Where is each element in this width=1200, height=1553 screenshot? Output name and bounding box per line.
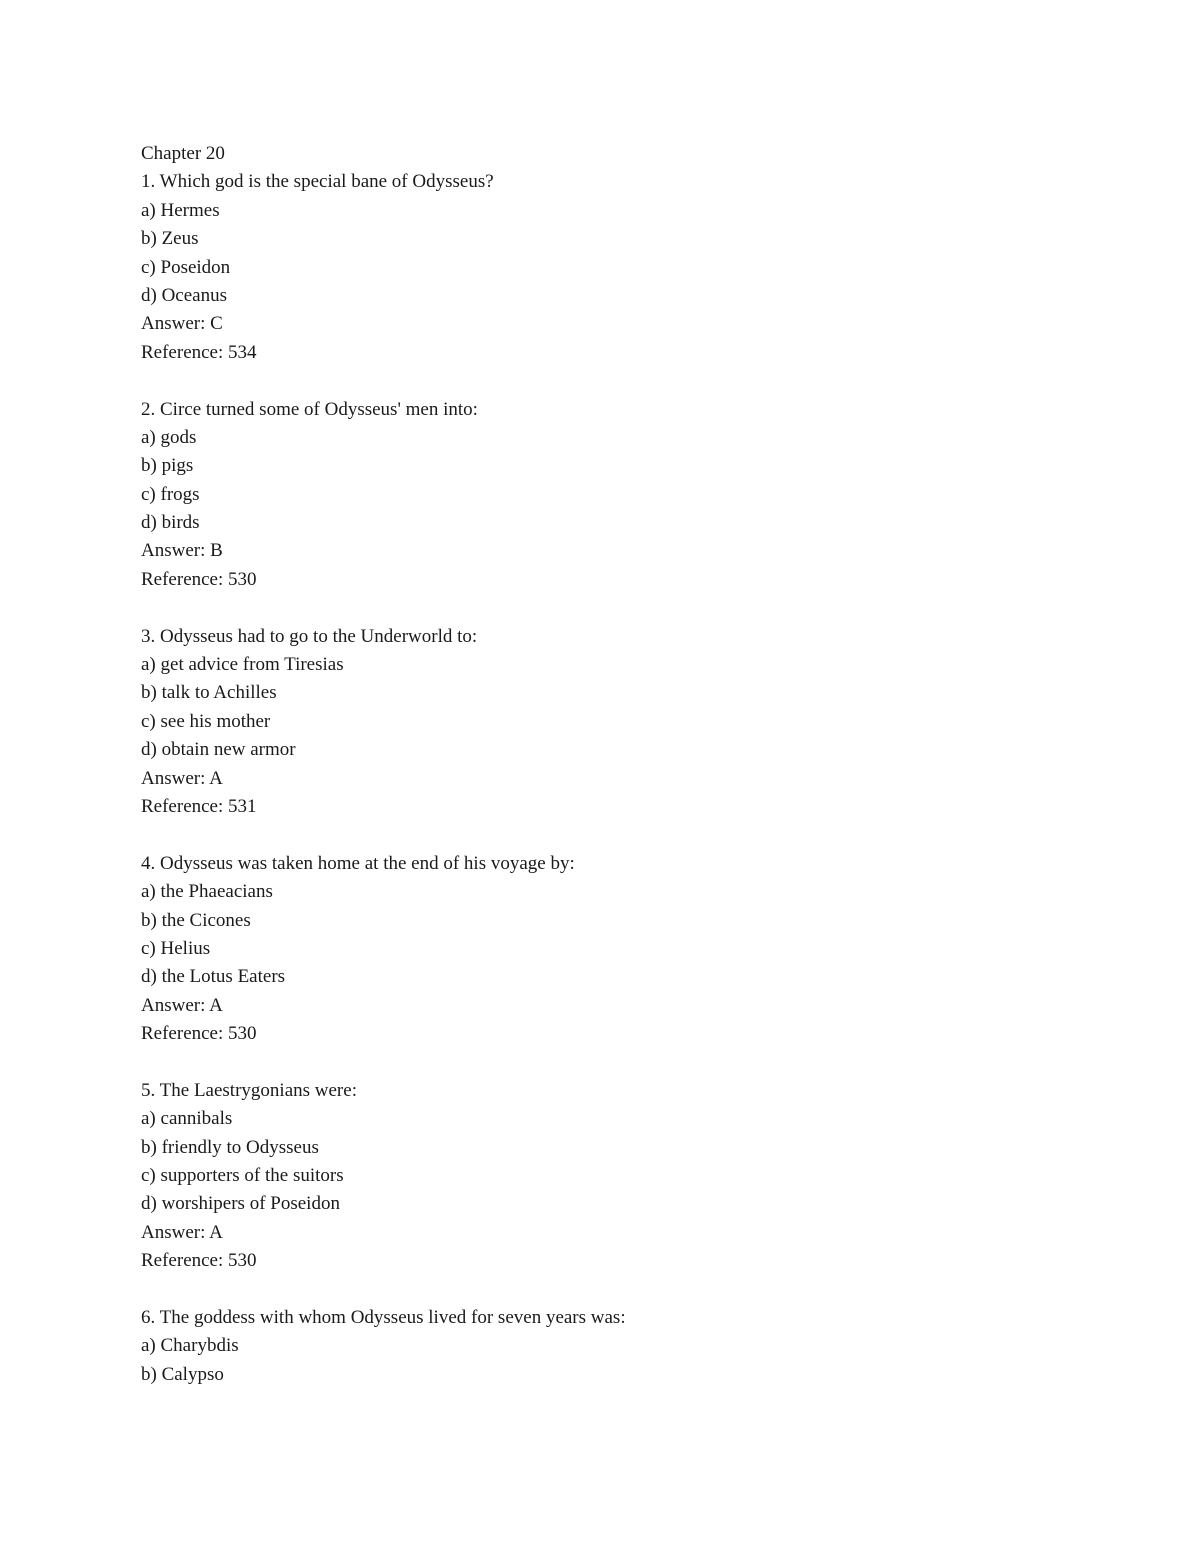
reference-line: Reference: 531 bbox=[141, 795, 257, 817]
option-d: d) birds bbox=[141, 512, 200, 534]
question-stem: 5. The Laestrygonians were: bbox=[141, 1079, 357, 1101]
option-b: b) talk to Achilles bbox=[141, 682, 277, 704]
question-stem: 3. Odysseus had to go to the Underworld to: bbox=[141, 625, 478, 647]
question-stem: 6. The goddess with whom Odysseus lived for seven years was: bbox=[141, 1307, 626, 1329]
question-3 bbox=[141, 623, 1141, 822]
question-5 bbox=[141, 1077, 1141, 1276]
option-b: b) the Cicones bbox=[141, 909, 251, 931]
question-4 bbox=[141, 850, 1141, 1049]
option-b: b) friendly to Odysseus bbox=[141, 1136, 319, 1158]
reference-line: Reference: 530 bbox=[141, 1023, 257, 1045]
option-a: a) Hermes bbox=[141, 199, 220, 221]
option-c: c) supporters of the suitors bbox=[141, 1165, 344, 1187]
question-stem: 2. Circe turned some of Odysseus' men into: bbox=[141, 398, 478, 420]
option-a: a) get advice from Tiresias bbox=[141, 654, 344, 676]
question-6 bbox=[141, 1304, 1141, 1389]
option-d: d) the Lotus Eaters bbox=[141, 966, 286, 988]
option-d: d) Oceanus bbox=[141, 284, 227, 306]
option-b: b) pigs bbox=[141, 455, 194, 477]
question-1 bbox=[141, 168, 1141, 367]
option-a: a) gods bbox=[141, 426, 197, 448]
option-a: a) cannibals bbox=[141, 1108, 233, 1130]
chapter-heading: Chapter 20 bbox=[141, 143, 225, 164]
answer-line: Answer: B bbox=[141, 540, 223, 562]
answer-line: Answer: A bbox=[141, 1221, 223, 1243]
answer-line: Answer: A bbox=[141, 767, 223, 789]
option-c: c) see his mother bbox=[141, 710, 271, 732]
option-c: c) frogs bbox=[141, 483, 200, 505]
option-c: c) Poseidon bbox=[141, 256, 231, 278]
option-c: c) Helius bbox=[141, 937, 211, 959]
answer-line: Answer: A bbox=[141, 994, 223, 1016]
question-stem: 1. Which god is the special bane of Odysseus? bbox=[141, 171, 494, 193]
option-d: d) obtain new armor bbox=[141, 739, 296, 761]
option-a: a) Charybdis bbox=[141, 1335, 239, 1357]
reference-line: Reference: 534 bbox=[141, 341, 257, 363]
question-2 bbox=[141, 396, 1141, 595]
option-d: d) worshipers of Poseidon bbox=[141, 1193, 340, 1215]
reference-line: Reference: 530 bbox=[141, 1250, 257, 1272]
option-b: b) Calypso bbox=[141, 1363, 224, 1385]
reference-line: Reference: 530 bbox=[141, 568, 257, 590]
option-b: b) Zeus bbox=[141, 228, 199, 250]
answer-line: Answer: C bbox=[141, 313, 223, 335]
document-page bbox=[141, 140, 1141, 1389]
option-a: a) the Phaeacians bbox=[141, 881, 273, 903]
question-stem: 4. Odysseus was taken home at the end of his voyage by: bbox=[141, 852, 575, 874]
